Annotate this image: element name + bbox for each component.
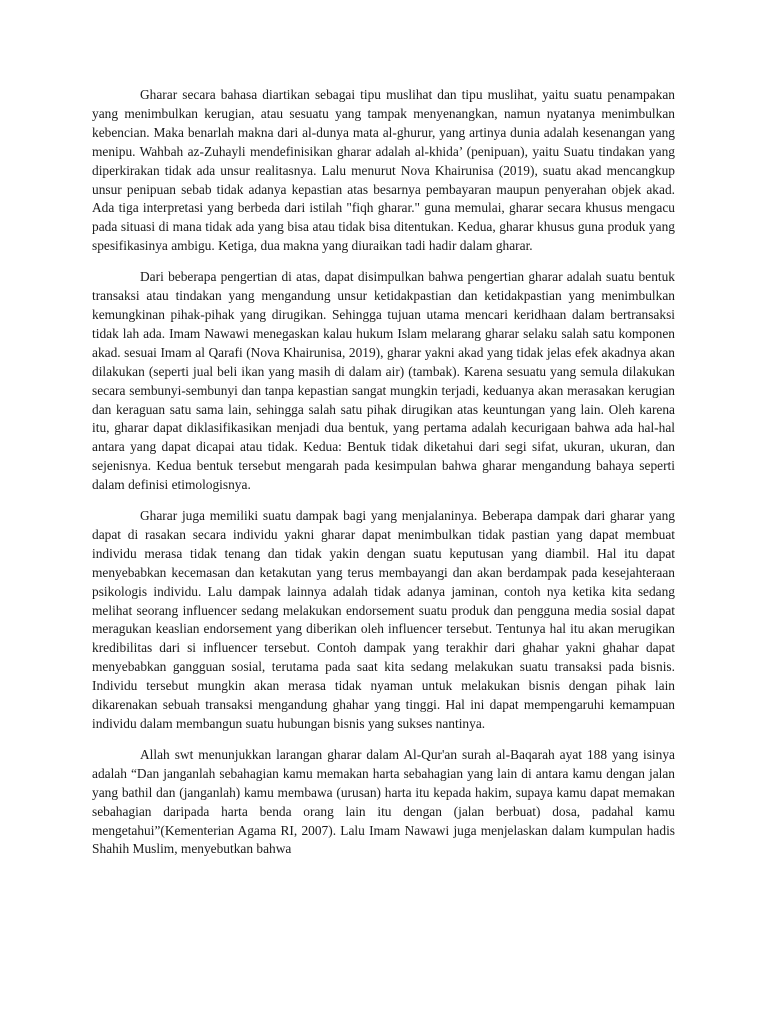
paragraph-definition-gharar: Gharar secara bahasa diartikan sebagai tipu muslihat dan tipu muslihat, yaitu suatu penampakan yang menimbulkan kerugian, atau sesuatu yang tampak menyenangkan, namun nyatanya menimbulkan kebencian. Maka benarlah makna dari al-dunya mata al-ghurur, yang artinya dunia adalah kesenangan yang menipu. Wahbah az-Zuhayli mendefinisikan gharar adalah al-khida’ (penipuan), yaitu Suatu tindakan yang diperkirakan tidak ada unsur realitasnya. Lalu menurut Nova Khairunisa (2019), suatu akad mencangkup unsur penipuan sebab tidak adanya kepastian atas besarnya pembayaran maupun penyerahan objek akad. Ada tiga interpretasi yang berbeda dari istilah "fiqh gharar." guna memulai, gharar secara khusus mengacu pada situasi di mana tidak ada yang bisa atau tidak bisa ditentukan. Kedua, gharar khusus guna produk yang spesifikasinya ambigu. Ketiga, dua makna yang diuraikan tadi hadir dalam gharar. — [92, 87, 675, 254]
paragraph-quran-prohibition: Allah swt menunjukkan larangan gharar dalam Al-Qur'an surah al-Baqarah ayat 188 yang isinya adalah “Dan janganlah sebahagian kamu memakan harta sebahagian yang lain di antara kamu dengan jalan yang bathil dan (janganlah) kamu membawa (urusan) harta itu kepada hakim, supaya kamu dapat memakan sebahagian daripada harta benda orang lain itu dengan (jalan berbuat) dosa, padahal kamu mengetahui”(Kementerian Agama RI, 2007). Lalu Imam Nawawi juga menjelaskan dalam kumpulan hadis Shahih Muslim, menyebutkan bahwa — [92, 746, 675, 857]
document-page — [92, 86, 675, 859]
paragraph-conclusion-gharar: Dari beberapa pengertian di atas, dapat disimpulkan bahwa pengertian gharar adalah suatu bentuk transaksi atau tindakan yang mengandung unsur ketidakpastian dan ketidakpastian yang menimbulkan kemungkinan pihak-pihak yang dirugikan. Sehingga tujuan utama mencari keridhaan dalam bertransaksi tidak lah ada. Imam Nawawi menegaskan kalau hukum Islam melarang gharar selaku salah satu komponen akad. sesuai Imam al Qarafi (Nova Khairunisa, 2019), gharar yakni akad yang tidak jelas efek akadnya akan dilakukan (seperti jual beli ikan yang masih di dalam air) (tambak). Karena sesuatu yang semula dilakukan secara sembunyi-sembunyi dan tanpa kepastian sangat mungkin terjadi, keduanya akan merasakan kerugian dan keraguan satu sama lain, sehingga salah satu pihak dirugikan atas keuntungan yang lain. Oleh karena itu, gharar dapat diklasifikasikan menjadi dua bentuk, yang pertama adalah kecurigaan bahwa ada hal-hal antara yang dapat dicapai atau tidak. Kedua: Bentuk tidak diketahui dari segi sifat, ukuran, ukuran, dan sejenisnya. Kedua bentuk tersebut mengarah pada kesimpulan bahwa gharar mengandung bahaya seperti dalam definisi etimologisnya. — [92, 269, 675, 493]
paragraph-impact-gharar: Gharar juga memiliki suatu dampak bagi yang menjalaninya. Beberapa dampak dari gharar yang dapat di rasakan secara individu yakni gharar dapat menimbulkan tidak pastian yang dapat membuat individu merasa tidak tenang dan tidak yakin dengan suatu keputusan yang diambil. Hal itu dapat menyebabkan kecemasan dan ketakutan yang terus membayangi dan akan berdampak pada kesejahteraan psikologis individu. Lalu dampak lainnya adalah tidak adanya jaminan, contoh nya ketika kita sedang melihat seorang influencer sedang melakukan endorsement suatu produk dan pengguna media sosial dapat meragukan keaslian endorsement yang diberikan oleh influencer tersebut. Tentunya hal itu akan merugikan kredibilitas dari si influencer tersebut. Contoh dampak yang terakhir dari ghahar yakni ghahar dapat menyebabkan gangguan sosial, terutama pada saat kita sedang melakukan suatu transaksi pada bisnis. Individu tersebut mungkin akan merasa tidak nyaman untuk melakukan bisnis dengan pihak lain dikarenakan sebuah transaksi mengandung ghahar yang tinggi. Hal ini dapat mempengaruhi kemampuan individu dalam membangun suatu hubungan bisnis yang sukses nantinya. — [92, 508, 675, 731]
